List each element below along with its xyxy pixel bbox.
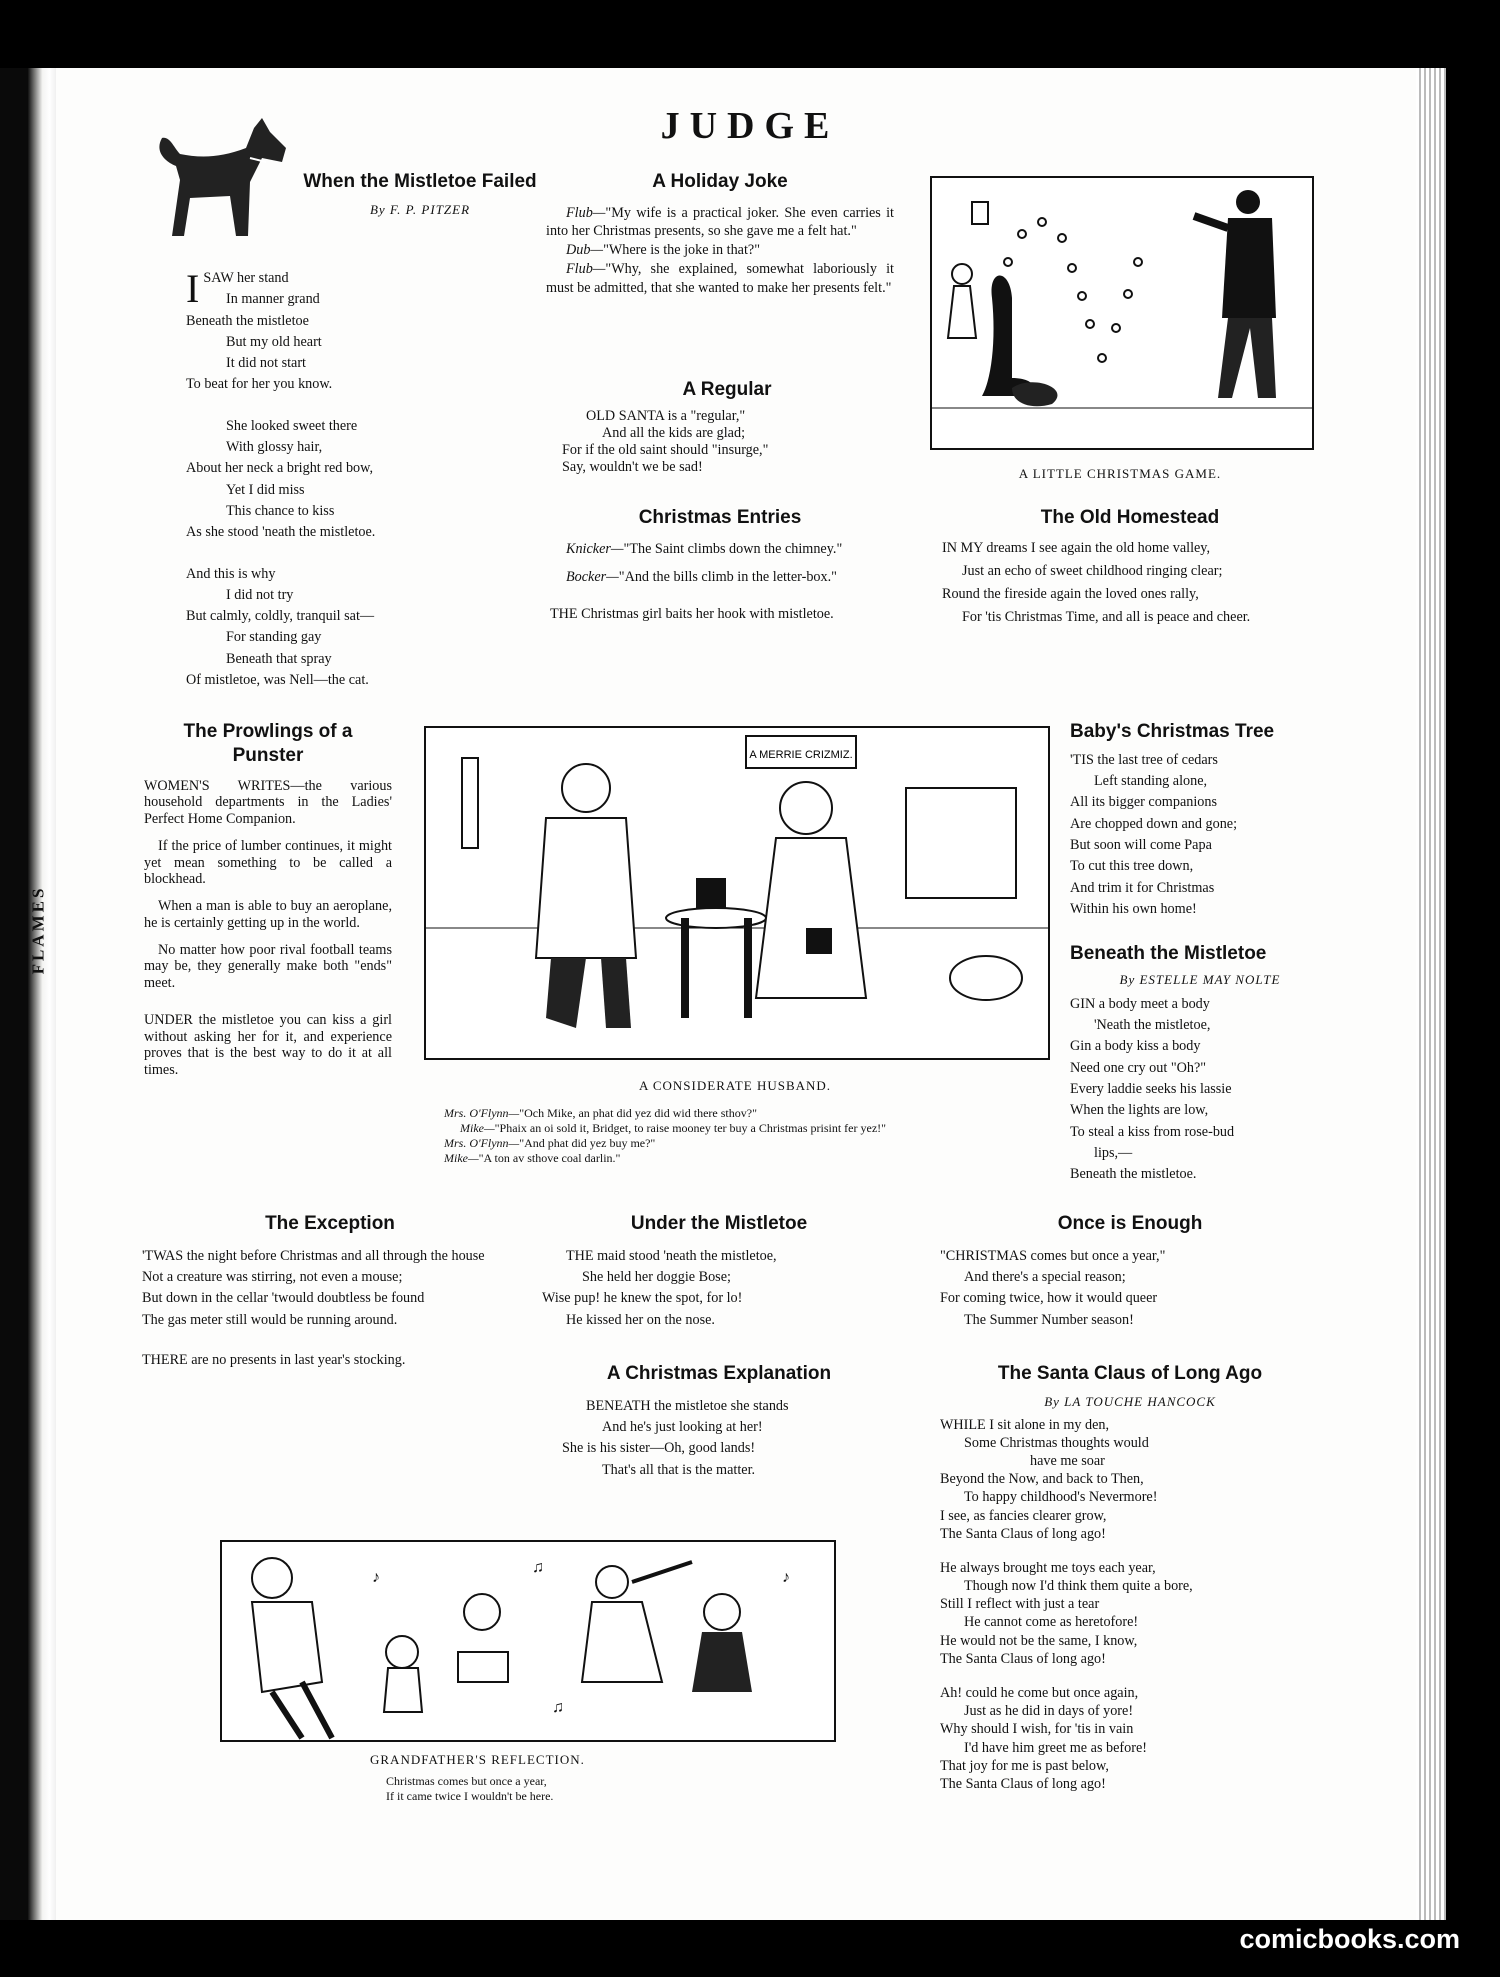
article-title: The Old Homestead xyxy=(1040,507,1220,528)
article-title: A Christmas Explanation xyxy=(606,1363,832,1384)
poem-line: He would not be the same, I know, xyxy=(940,1632,1138,1649)
poem-line: Why should I wish, for 'tis in vain xyxy=(940,1721,1134,1738)
cartoon-sign: A MERRIE CRIZMIZ. xyxy=(749,749,853,761)
poem-line: She held her doggie Bose; xyxy=(582,1269,731,1286)
poem-line: have me soar xyxy=(1030,1453,1105,1470)
drop-cap: I xyxy=(186,266,200,311)
poem-line: IN MY dreams I see again the old home valley, xyxy=(942,539,1211,556)
poem-line: Not a creature was stirring, not even a mouse; xyxy=(142,1269,403,1286)
entries-dialog xyxy=(546,540,894,587)
poem-line: I see, as fancies clearer grow, xyxy=(940,1507,1107,1524)
poem-line: She is his sister—Oh, good lands! xyxy=(562,1440,756,1457)
speaker: Flub— xyxy=(566,260,606,277)
spine-label: FLAMES xyxy=(28,885,48,975)
caption-line: If it came twice I wouldn't be here. xyxy=(386,1789,554,1803)
poem-line: To beat for her you know. xyxy=(186,376,333,393)
article-title: A Regular xyxy=(682,379,772,400)
poem-line: He cannot come as heretofore! xyxy=(964,1614,1139,1631)
poem-line: All its bigger companions xyxy=(1070,794,1217,811)
article-title: The Exception xyxy=(265,1213,395,1234)
poem-line: Still I reflect with just a tear xyxy=(940,1596,1100,1613)
speech: "Where is the joke in that?" xyxy=(603,242,761,259)
paragraph: If the price of lumber continues, it might yet mean something to be called a blockhead. xyxy=(144,837,392,888)
punster-paras xyxy=(144,778,392,1079)
cartoon-considerate-husband xyxy=(424,726,1050,1060)
poem-line: 'Neath the mistletoe, xyxy=(1094,1017,1211,1034)
poem xyxy=(940,1246,1320,1331)
poem-line: To steal a kiss from rose-bud xyxy=(1070,1123,1235,1140)
article-title: Beneath the Mistletoe xyxy=(1070,943,1267,964)
poem-line: I'd have him greet me as before! xyxy=(964,1739,1147,1756)
paragraph: WOMEN'S WRITES—the various household departments in the Ladies' Perfect Home Companion. xyxy=(144,777,392,827)
poem-line: Within his own home! xyxy=(1070,900,1197,917)
girl-quip: THE Christmas girl baits her hook with mistletoe. xyxy=(550,606,834,623)
speaker: Flub— xyxy=(566,204,606,221)
article-title: Under the Mistletoe xyxy=(630,1213,808,1234)
poem-line: But down in the cellar 'twould doubtless be found xyxy=(142,1290,425,1307)
poem-line: Of mistletoe, was Nell—the cat. xyxy=(186,672,369,689)
paragraph: No matter how poor rival football teams may be, they generally make both "ends" meet. xyxy=(144,941,392,991)
svg-text:♫: ♫ xyxy=(532,1559,544,1576)
poem-line: Every laddie seeks his lassie xyxy=(1070,1080,1232,1097)
poem-line: The Santa Claus of long ago! xyxy=(940,1525,1106,1542)
poem-line: When the lights are low, xyxy=(1070,1102,1209,1119)
speaker: Mrs. O'Flynn— xyxy=(444,1136,520,1150)
poem-line: Beneath that spray xyxy=(226,650,332,667)
article-mistletoe-failed xyxy=(300,170,540,224)
cartoon-dialog xyxy=(440,1106,1040,1166)
article-exception xyxy=(142,1212,518,1370)
speech: "The Saint climbs down the chimney." xyxy=(623,540,843,557)
article-beneath-mistletoe xyxy=(1070,942,1330,1185)
cartoon-caption: A LITTLE CHRISTMAS GAME. xyxy=(1018,466,1222,481)
cartoon-christmas-game xyxy=(930,176,1314,450)
speaker: Dub— xyxy=(566,242,604,259)
poem-line: This chance to kiss xyxy=(226,502,335,519)
poem-line: For if the old saint should "insurge," xyxy=(562,441,769,458)
poem-line: And there's a special reason; xyxy=(964,1269,1126,1286)
poem-line: To happy childhood's Nevermore! xyxy=(964,1489,1158,1506)
stanza xyxy=(186,268,466,396)
article-title: A Holiday Joke xyxy=(652,171,788,192)
poem-line: Ah! could he come but once again, xyxy=(940,1684,1139,1701)
poem-line: The Santa Claus of long ago! xyxy=(940,1775,1106,1792)
poem-line: The gas meter still would be running around. xyxy=(142,1311,398,1328)
byline: By F. P. PITZER xyxy=(369,201,471,217)
poem-line: The Summer Number season! xyxy=(964,1311,1134,1328)
poem-line: Beneath the mistletoe. xyxy=(1070,1166,1197,1183)
poem-line: But soon will come Papa xyxy=(1070,836,1212,853)
article-babys-tree xyxy=(1070,720,1330,920)
stanza xyxy=(940,1684,1320,1793)
speaker: Mike— xyxy=(460,1121,495,1135)
poem xyxy=(1070,750,1330,920)
poem xyxy=(542,1396,896,1481)
paragraph: When a man is able to buy an aeroplane, he is certainly getting up in the world. xyxy=(144,898,392,931)
poem-line: But calmly, coldly, tranquil sat— xyxy=(186,608,375,625)
poem xyxy=(942,540,1318,626)
poem-line: SAW her stand xyxy=(203,270,289,286)
article-christmas-explanation xyxy=(542,1362,896,1481)
article-title: When the Mistletoe Failed xyxy=(303,171,537,192)
poem-mistletoe-failed xyxy=(186,268,466,691)
poem-line: 'TIS the last tree of cedars xyxy=(1070,751,1218,768)
page-edge-stack xyxy=(1416,68,1446,1920)
poem-line: And all the kids are glad; xyxy=(602,424,746,441)
stanza xyxy=(186,416,466,544)
speech: "Phaix an oi sold it, Bridget, to raise mooney ter buy a Christmas prisint fer yez!" xyxy=(494,1121,887,1135)
poem-line: Yet I did miss xyxy=(226,481,305,498)
poem-line: But my old heart xyxy=(226,333,322,350)
poem-line: Need one cry out "Oh?" xyxy=(1070,1059,1207,1076)
speech: "And phat did yez buy me?" xyxy=(519,1136,656,1150)
poem xyxy=(142,1246,518,1331)
poem-line: Are chopped down and gone; xyxy=(1070,815,1238,832)
poem-line: As she stood 'neath the mistletoe. xyxy=(186,524,376,541)
speaker: Mrs. O'Flynn— xyxy=(444,1106,520,1120)
article-title: The Prowlings of a Punster xyxy=(183,721,353,766)
article-title: Once is Enough xyxy=(1057,1213,1203,1234)
article-punster xyxy=(144,720,392,1089)
byline: By ESTELLE MAY NOLTE xyxy=(1119,971,1281,987)
cartoon-caption: GRANDFATHER'S REFLECTION. xyxy=(370,1752,585,1767)
poem-line: Beneath the mistletoe xyxy=(186,312,309,329)
watermark: comicbooks.com xyxy=(1239,1924,1460,1954)
poem-line: Though now I'd think them quite a bore, xyxy=(964,1578,1193,1595)
article-once-is-enough xyxy=(940,1212,1320,1331)
byline: By LA TOUCHE HANCOCK xyxy=(1044,1393,1216,1409)
dog-illustration xyxy=(150,118,300,248)
article-under-mistletoe xyxy=(542,1212,896,1331)
poem-line: That's all that is the matter. xyxy=(602,1461,756,1478)
cartoon-caption: A CONSIDERATE HUSBAND. xyxy=(638,1078,832,1093)
stanza xyxy=(186,564,466,692)
stocking-quip: THERE are no presents in last year's stocking. xyxy=(142,1351,406,1368)
poem-line: For 'tis Christmas Time, and all is peace and cheer. xyxy=(962,608,1251,625)
stanza xyxy=(940,1559,1320,1668)
svg-text:♫: ♫ xyxy=(552,1699,564,1716)
poem-line: THE maid stood 'neath the mistletoe, xyxy=(566,1247,777,1264)
poem-line: To cut this tree down, xyxy=(1070,858,1194,875)
article-santa-long-ago xyxy=(940,1362,1320,1793)
masthead: JUDGE xyxy=(660,105,840,147)
poem-line: With glossy hair, xyxy=(226,439,323,456)
poem-line: About her neck a bright red bow, xyxy=(186,460,374,477)
speech: "Och Mike, an phat did yez did wid there sthov?" xyxy=(519,1106,757,1120)
svg-text:♪: ♪ xyxy=(782,1569,790,1586)
poem-line: In manner grand xyxy=(226,291,320,308)
paragraph: UNDER the mistletoe you can kiss a girl without asking her for it, and experience proves that is the best way to do it at all times. xyxy=(144,1011,392,1078)
poem-line: He always brought me toys each year, xyxy=(940,1559,1156,1576)
poem-line: Left standing alone, xyxy=(1094,773,1208,790)
cartoon-grandfather-reflection xyxy=(220,1540,836,1742)
poem xyxy=(1070,994,1330,1186)
poem-line: For coming twice, how it would queer xyxy=(940,1290,1158,1307)
poem-line: Just an echo of sweet childhood ringing clear; xyxy=(962,562,1223,579)
joke-dialog xyxy=(546,204,894,298)
poem xyxy=(562,408,892,476)
poem-line: Round the fireside again the loved ones rally, xyxy=(942,585,1199,602)
speech: "A ton av sthove coal darlin." xyxy=(478,1151,621,1165)
poem-line: WHILE I sit alone in my den, xyxy=(940,1416,1110,1433)
poem-line: And trim it for Christmas xyxy=(1070,879,1215,896)
svg-text:♪: ♪ xyxy=(372,1569,380,1586)
poem xyxy=(542,1246,896,1331)
article-title: Christmas Entries xyxy=(638,507,802,528)
speech: "And the bills climb in the letter-box." xyxy=(618,569,837,586)
speech: "My wife is a practical joker. She even carries it into her Christmas presents, so she gave me a felt hat." xyxy=(546,204,894,240)
article-holiday-joke xyxy=(546,170,894,297)
article-regular xyxy=(562,378,892,476)
speech: "Why, she explained, somewhat laboriously it must be admitted, that she wanted to make her presents felt." xyxy=(546,260,894,296)
poem-line: And he's just looking at her! xyxy=(602,1419,763,1436)
caption-line: Christmas comes but once a year, xyxy=(386,1774,547,1788)
poem-line: Just as he did in days of yore! xyxy=(964,1703,1134,1720)
speaker: Knicker— xyxy=(566,540,624,557)
stanza xyxy=(940,1416,1320,1543)
poem-line: 'TWAS the night before Christmas and all through the house xyxy=(142,1247,485,1264)
poem-line: Beyond the Now, and back to Then, xyxy=(940,1471,1144,1488)
poem-line: Wise pup! he knew the spot, for lo! xyxy=(542,1290,743,1307)
poem-line: lips,— xyxy=(1094,1144,1133,1161)
poem-line: I did not try xyxy=(226,586,294,603)
cartoon-dialog xyxy=(386,1774,686,1804)
poem-line: For standing gay xyxy=(226,629,322,646)
article-title: The Santa Claus of Long Ago xyxy=(997,1363,1263,1384)
poem-line: BENEATH the mistletoe she stands xyxy=(586,1397,789,1414)
poem-line: Gin a body kiss a body xyxy=(1070,1038,1201,1055)
poem-line: "CHRISTMAS comes but once a year," xyxy=(940,1247,1166,1264)
speaker: Bocker— xyxy=(566,569,619,586)
poem-line: He kissed her on the nose. xyxy=(566,1311,715,1328)
poem-line: It did not start xyxy=(226,355,306,372)
poem-line: OLD SANTA is a "regular," xyxy=(586,407,746,424)
article-christmas-entries xyxy=(546,506,894,624)
poem-line: GIN a body meet a body xyxy=(1070,995,1210,1012)
poem-line: The Santa Claus of long ago! xyxy=(940,1650,1106,1667)
speaker: Mike— xyxy=(444,1151,479,1165)
poem-line: Some Christmas thoughts would xyxy=(964,1434,1149,1451)
poem-line: And this is why xyxy=(186,565,276,582)
poem-line: Say, wouldn't we be sad! xyxy=(562,458,703,475)
poem-line: That joy for me is past below, xyxy=(940,1757,1109,1774)
article-title: Baby's Christmas Tree xyxy=(1070,721,1275,742)
poem-line: She looked sweet there xyxy=(226,417,358,434)
article-old-homestead xyxy=(942,506,1318,626)
